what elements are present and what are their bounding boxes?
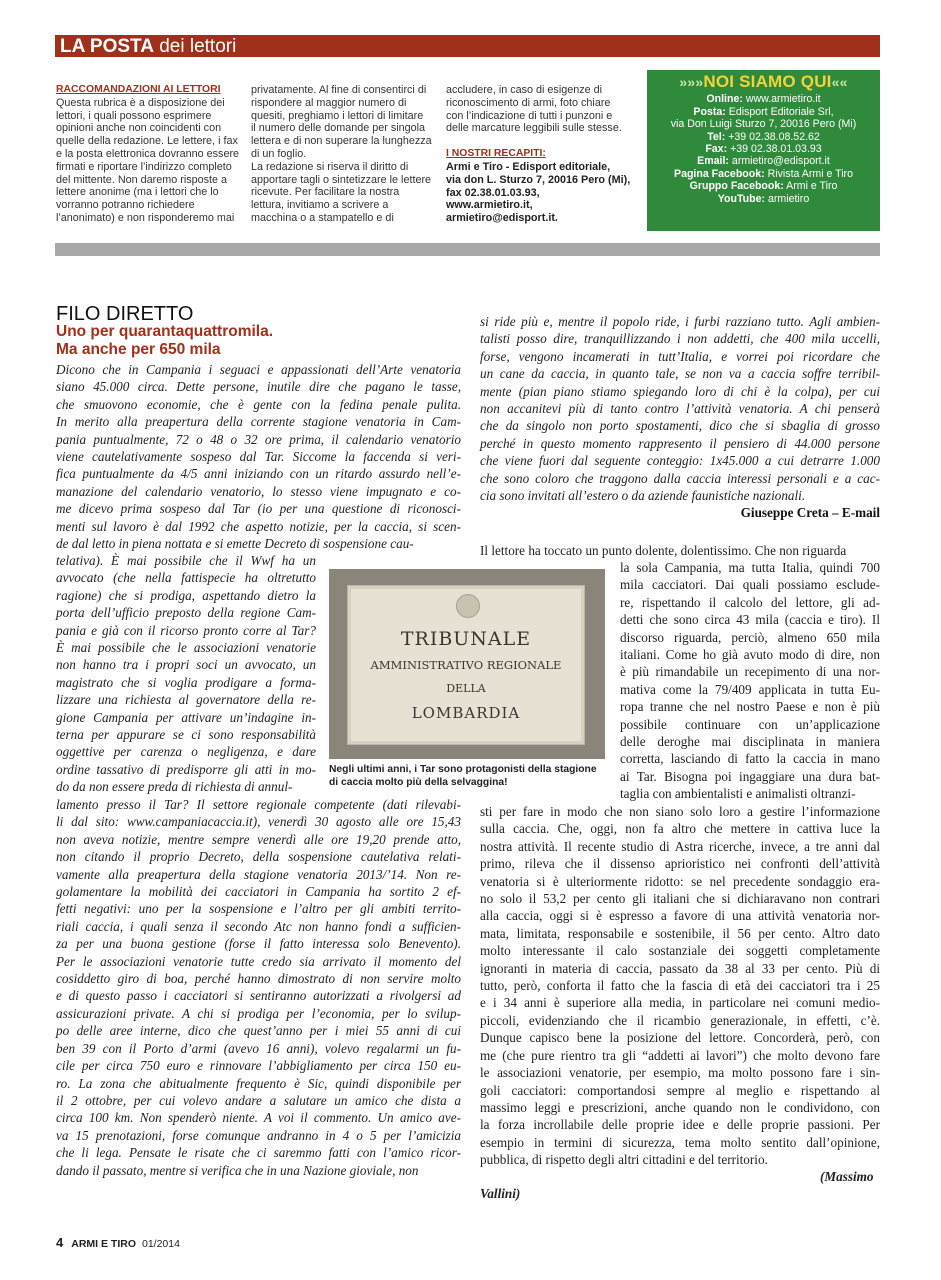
contact-youtube: YouTube: armietiro xyxy=(717,192,810,205)
text-line: me dicevo prima sospeso dal Tar (io per una questione di riconosci- xyxy=(56,501,461,517)
text-line: fetti negativi: uno per la sospensione e l’altro per gli ambiti territo- xyxy=(56,901,461,917)
text-line: cile per circa 750 euro e rinnovare l’abbigliamento per circa 150 eu- xyxy=(56,1058,461,1074)
text-line: vamente alla preapertura della stagione venatoria 2013/’14. Non re- xyxy=(56,866,461,882)
text-line: Armi e Tiro - Edisport editoriale, xyxy=(446,160,611,173)
text-line: golamentare la mobilità dei cacciatori in Campania ha sortito 2 ef- xyxy=(56,884,461,900)
text-line: lettura, invitiamo a scrivere a xyxy=(251,199,389,212)
text-line: le associazioni venatorie, per esempio, ma molto possono fare i sin- xyxy=(480,1065,880,1081)
page-footer xyxy=(56,1235,180,1250)
issue-number: 01/2014 xyxy=(141,1238,180,1250)
text-line: talisti posso dire, tranquillizzando i non addetti, che 400 mila uccelli, xyxy=(480,331,880,347)
text-line: armietiro@edisport.it. xyxy=(446,212,558,225)
text-line: circa 100 km. Non spenderò niente. A voi il commento. Un amico ave- xyxy=(56,1110,461,1126)
text-line: che viene fuori dal seguente conteggio: 1x45.000 a cui detrarre 1.000 xyxy=(480,453,880,469)
text-line: apportare tagli o sintetizzare le lettere xyxy=(251,173,432,186)
text-line: manazione del calendario venatorio, lo stesso viene impugnato e co- xyxy=(56,483,461,499)
text-line: mata, limitata, responsabile e sostenibile, il 56 per cento. Altro dato xyxy=(480,925,880,941)
text-line: goli cacciatori: comportandosi sempre al meglio e rispettando al xyxy=(480,1082,880,1098)
text-line: ordine tassativo di predisporre gli atti in mo- xyxy=(56,761,316,777)
text-line: è più rimandabile un recepimento di una nor- xyxy=(620,664,880,680)
text-line: non hanno tra i propri soci un avvocato, un xyxy=(56,657,316,673)
text-line: mente (pian piano stiamo spiegando loro di chi è la colpa), per cui xyxy=(480,383,880,399)
text-line: con l’indicazione di tutti i punzoni e xyxy=(446,109,613,122)
text-line: pania puntualmente, 72 o 48 o 32 ore prima, il calendario venatorio xyxy=(56,431,461,447)
contact-facebook-page: Pagina Facebook: Rivista Armi e Tiro xyxy=(674,167,853,180)
online-link[interactable]: www.armietiro.it xyxy=(745,93,821,106)
text-line: ben 39 con il Porto d’armi (avevo 16 anni), volevo regalarmi un fu- xyxy=(56,1040,461,1056)
text-line: de dal letto in piena nottata e si emette Decreto di sospensione cau- xyxy=(56,536,414,552)
plaque-line-3: DELLA xyxy=(446,682,486,695)
text-line: vorranno potranno richiedere xyxy=(56,199,195,212)
text-line: cia sono invitati all’estero o da aziende faunistiche nazionali. xyxy=(480,488,806,504)
recommendations-label: RACCOMANDAZIONI AI LETTORI xyxy=(56,84,221,95)
recommendations-col-3 xyxy=(446,84,641,225)
text-line: viene cautelativamente sospeso dal Tar. Siccome la faccenda si veri- xyxy=(56,449,461,465)
text-line: delle deroghe mai disciplinata in maniera xyxy=(620,734,880,750)
text-line: assicurazioni private. A chi si prodiga per l’economia, per lo svilup- xyxy=(56,1005,461,1021)
text-line: po delle aree interne, dico che quest’anno per i miei 55 anni di cui xyxy=(56,1023,461,1039)
text-line: che da singolo non porto spostamenti, dico che si sbaglia di grosso xyxy=(480,418,880,434)
contact-fax: Fax: +39 02.38.01.03.93 xyxy=(705,143,822,156)
contact-box xyxy=(647,70,880,231)
text-line: rispondere al maggior numero di xyxy=(251,96,407,109)
text-line: magistrato che si voglia prodigare a forma- xyxy=(56,674,316,690)
text-line: re, rispettando il calcolo del lettore, gli ad- xyxy=(620,594,880,610)
arrows-left-icon: »»» xyxy=(679,74,704,90)
text-line: lamento presso il Tar? Il settore regionale competente (dati rilevabi- xyxy=(56,797,461,812)
text-line: dando il passato, mentre si verifica che in una Nazione gioviale, non xyxy=(56,1162,419,1178)
contact-posta-address: via Don Luigi Sturzo 7, 20016 Pero (Mi) xyxy=(670,118,857,131)
text-line: e i 34 anni è superiore alla media, in particolare nei comuni medio- xyxy=(480,995,880,1011)
text-line: riali caccia, i quali senza il secondo Atc non hanno fondi a sufficien- xyxy=(56,918,461,934)
tar-plaque-photo xyxy=(329,569,605,759)
text-line: menti sul lavoro è dal 1992 che aspetto notizie, per la caccia, si scen- xyxy=(56,518,461,534)
text-line: privatamente. Al fine di consentirci di xyxy=(251,84,427,96)
text-line: no solo il 53,2 per cento gli italiani che si dichiaravano non contrari xyxy=(480,891,880,907)
text-line: di un foglio. xyxy=(251,147,307,160)
reply-author-2: Vallini) xyxy=(480,1186,521,1201)
text-line: mila cacciatori. Dai quali possiamo esclude- xyxy=(620,577,880,593)
text-line: ricevute. Per facilitare la nostra xyxy=(251,186,400,199)
text-line: Per le associazioni venatorie tutte credo sia arrivato il momento del xyxy=(56,953,461,969)
text-line: massimo leggi e prescrizioni, anche quando non le condividono, con xyxy=(480,1099,880,1115)
text-line: cosiddetto giro di boa, perché hanno dimostrato di non servire molto xyxy=(56,971,461,987)
text-line: ai Tar. Bisogna poi ingaggiare una dura bat- xyxy=(620,768,880,784)
emblem-icon xyxy=(456,594,480,618)
text-line: il 2 ottobre, per cui volevo andare a salutare un amico che dista a xyxy=(56,1092,461,1108)
text-line: ro. La zona che abitualmente frequento è Sic, quindi disponibile per xyxy=(56,1075,461,1091)
text-line: il numero delle domande per singola xyxy=(251,122,426,135)
text-line: via don L. Sturzo 7, 20016 Pero (Mi), xyxy=(446,173,631,186)
photo-caption: Negli ultimi anni, i Tar sono protagonisti della stagione di caccia molto più della selvaggina! xyxy=(329,764,597,788)
text-line: molto interessante il calo sostanziale dei soggetti completamente xyxy=(480,943,880,959)
recommendations-text-3 xyxy=(446,84,641,135)
recapiti-text xyxy=(446,161,641,225)
contact-title-text: NOI SIAMO QUI xyxy=(703,72,832,91)
text-line: non aveva notizie, mentre sempre venerdì alle ore 19,20 prende atto, xyxy=(56,831,461,847)
text-line: che li lega. Pensate le risate che ci saremmo fatti con l’amico ricor- xyxy=(56,1145,461,1161)
letter-text-narrow xyxy=(56,552,316,796)
text-line: l’anonimato) e non risponderemo mai xyxy=(56,211,235,224)
text-line: ropa tranne che nel nostro Paese e non è più xyxy=(620,699,880,715)
text-line: La redazione si riserva il diritto di xyxy=(251,160,409,173)
header-title-rest: dei lettori xyxy=(153,36,237,57)
plaque-line-2: AMMINISTRATIVO REGIONALE xyxy=(370,658,562,672)
article-section-title: FILO DIRETTO xyxy=(56,303,194,325)
text-line: lettera e di non superare la lunghezza xyxy=(251,135,432,148)
contact-online: Online: www.armietiro.it xyxy=(706,93,821,106)
text-line: lettere anonime (ma i lettori che lo xyxy=(56,186,219,199)
text-line: non citando il proprio Decreto, della sospensione cautelativa relati- xyxy=(56,849,461,865)
text-line: mativa come la 79/409 applicata in tutta Eu- xyxy=(620,681,880,697)
text-line: possibile continuare con un’applicazione xyxy=(620,716,880,732)
text-line: taglia con ambientalisti e animalisti oltranzi- xyxy=(620,786,856,802)
text-line: fax 02.38.01.03.93, xyxy=(446,186,540,199)
text-line: e di questo passo i cacciatori si sentiranno autorizzati a rivolgersi ad xyxy=(56,988,461,1004)
text-line: pania e già con il ricorso pronto corre al Tar? xyxy=(56,622,316,638)
text-line: firmati e riportare l’indirizzo completo xyxy=(56,160,232,173)
text-line: che sono coloro che traggono dalla caccia interessi personali e a cac- xyxy=(480,470,880,486)
text-line: li dal sito: www.campaniacaccia.it), venerdì 30 agosto alle ore 15,43 xyxy=(56,814,461,830)
text-line: Dicono che in Campania i seguaci e appassionati dell’Arte venatoria xyxy=(56,362,461,377)
recommendations-text-2 xyxy=(251,84,436,225)
recapiti-label: I NOSTRI RECAPITI: xyxy=(446,148,546,160)
text-line: nostra attività. Il recente studio di Astra ricerche, invece, a tre anni dal xyxy=(480,838,880,854)
text-line: In merito alla preapertura della corrente stagione venatoria in Cam- xyxy=(56,414,461,430)
text-line: delle marcature leggibili sulle stesse. xyxy=(446,122,622,135)
text-line: e la posta elettronica dovranno essere xyxy=(56,147,240,160)
text-line: lizzare una richiesta al governatore della re- xyxy=(56,692,316,708)
text-line: Dunque capisco bene la posizione del lettore. Concorderà, però, con xyxy=(480,1030,880,1046)
text-line: do da non essere preda di richiesta di annul- xyxy=(56,779,293,795)
text-line: sti per fare in modo che non siano solo loro a gestire l’informazione xyxy=(480,804,880,819)
text-line: terna per appurare se ci sono responsabilità xyxy=(56,727,316,743)
text-line: va 15 prenotazioni, forse comunque andranno in 4 o 5 per l’amicizia xyxy=(56,1127,461,1143)
recommendations-col-1 xyxy=(56,84,241,225)
text-line: È mai possibile che le associazioni venatorie xyxy=(56,640,316,656)
page-number: 4 xyxy=(56,1235,64,1250)
text-line: pubblica, di rispetto degli altri cittadini e del territorio. xyxy=(480,1152,768,1168)
reply-author-1: (Massimo xyxy=(820,1169,874,1184)
text-line: perché in questo momento rappresento il pensiero di 44.000 persone xyxy=(480,435,880,451)
text-line: primo, rileva che il dissenso aprioristico nei confronti dell’attività xyxy=(480,856,880,872)
text-line: Questa rubrica è a disposizione dei xyxy=(56,96,225,109)
text-line: non accanitevi più di tanto contro l’attività venatoria. A chi penserà xyxy=(480,401,880,417)
plaque-line-1: TRIBUNALE xyxy=(400,628,532,650)
text-line: del mittente. Non daremo risposte a xyxy=(56,173,228,186)
text-line: telativa). È mai possibile che il Wwf ha un xyxy=(56,553,316,568)
text-line: gione Campania per attivare un’indagine in- xyxy=(56,709,316,725)
text-line: corretta, lasciando di fatto la caccia in mano xyxy=(620,751,880,767)
text-line: opinioni anche non coincidenti con xyxy=(56,122,222,135)
section-header-title xyxy=(60,36,236,57)
text-line: za per una buona gestione (forse il fatto interessa solo Benevento). xyxy=(56,936,461,952)
reply-first-line: Il lettore ha toccato un punto dolente, dolentissimo. Che non riguarda xyxy=(480,543,847,558)
text-line: ragione) che si prodiga, aspettando dietro la xyxy=(56,587,316,603)
contact-tel: Tel: +39 02.38.08.52.62 xyxy=(707,130,820,143)
text-line: alla caccia, oggi si è espresso a favore di una attività venatoria nor- xyxy=(480,908,880,924)
text-line: me (che pure rientro tra gli “addetti ai lavori”) che molto devono fare xyxy=(480,1047,880,1063)
text-line: lettori, i quali possono esprimere xyxy=(56,109,212,122)
magazine-name: ARMI E TIRO xyxy=(71,1238,136,1250)
text-line: piccoli, evidenziando che il ricambio generazionale, in effetti, c’è. xyxy=(480,1012,880,1028)
text-line: avvocato (che nella fattispecie ha oltretutto xyxy=(56,570,316,586)
text-line: forse, vengono incamerati in tutt’Italia, e vorrei poi ricordare che xyxy=(480,348,880,364)
reply-text-narrow xyxy=(620,559,880,803)
text-line: porta dell’ufficio preposto della regione Cam- xyxy=(56,605,316,621)
text-line: italiani. Come ho già avuto modo di dire, non xyxy=(620,647,880,663)
text-line: si ride più e, mentre il popolo ride, i furbi razziano tutto. Agli ambien- xyxy=(480,314,880,329)
contact-box-title xyxy=(647,72,880,91)
email-link[interactable]: armietiro@edisport.it xyxy=(731,155,830,168)
letter-text-rest xyxy=(56,796,461,1179)
text-line: venatoria si è ulteriormente ridotto: se nel precedente sondaggio era- xyxy=(480,873,880,889)
text-line: detti che sono circa 43 mila (caccia e tiro). Il xyxy=(620,612,880,628)
reply-text-rest xyxy=(480,803,880,1169)
plaque xyxy=(347,585,585,745)
text-line: oggettive per carenza o negligenza, e dare xyxy=(56,744,316,760)
contact-facebook-group: Gruppo Facebook: Armi e Tiro xyxy=(689,180,838,193)
divider-bar xyxy=(55,243,880,256)
text-line: quesiti, preghiamo i lettori di limitare xyxy=(251,109,424,122)
arrows-right-icon: «« xyxy=(831,74,848,90)
text-line: macchina o a stampatello e di xyxy=(251,211,394,224)
text-line: accludere, in caso di esigenze di xyxy=(446,84,603,96)
plaque-line-4: LOMBARDIA xyxy=(411,704,521,722)
text-line: tutto, però, conforta il fatto che la fascia di età dei cacciatori tra i 25 xyxy=(480,978,880,994)
header-title-bold: LA POSTA xyxy=(60,36,154,57)
text-line: un cane da caccia, in quanto tale, se non va a caccia soffre terribil- xyxy=(480,366,880,382)
text-line: fica puntualmente da 4/5 anni iniziando con un ritardo assurdo nell’e- xyxy=(56,466,461,482)
text-line: siano 45.000 circa. Dette persone, inutile dire che pagano le tasse, xyxy=(56,379,461,395)
text-line: la forza incrollabile delle proprie idee e delle proprie passioni. Per xyxy=(480,1117,880,1133)
letter-text-full xyxy=(56,361,461,552)
text-line: www.armietiro.it, xyxy=(446,199,533,212)
text-line: ignoranti in materia di caccia, passato da 38 al 33 per cento. Più di xyxy=(480,960,880,976)
text-line: la sola Campania, ma tutta Italia, quindi 700 xyxy=(620,560,880,575)
text-line: riconoscimento di armi, foto chiare xyxy=(446,96,611,109)
contact-posta: Posta: Edisport Editoriale Srl, xyxy=(693,105,834,118)
recommendations-col-2 xyxy=(251,84,436,225)
letter-text-right xyxy=(480,313,880,504)
article-subtitle: Uno per quarantaquattromila. Ma anche per 650 mila xyxy=(56,323,274,358)
letter-signature: Giuseppe Creta – E-mail xyxy=(740,505,880,520)
text-line: che smuovono economie, che è gente con la fedina penale pulita. xyxy=(56,396,461,412)
text-line: discorso riguarda, perciò, almeno 650 mila xyxy=(620,629,880,645)
text-line: quelle della redazione. Le lettere, i fax xyxy=(56,135,238,148)
contact-email: Email: armietiro@edisport.it xyxy=(697,155,830,168)
text-line: esempio in termini di sicurezza, tema molto sentito dall’opinione, xyxy=(480,1134,880,1150)
text-line: sulla caccia. Che, oggi, non fa altro che mettere in cattiva luce la xyxy=(480,821,880,837)
recommendations-text-1 xyxy=(56,97,241,225)
